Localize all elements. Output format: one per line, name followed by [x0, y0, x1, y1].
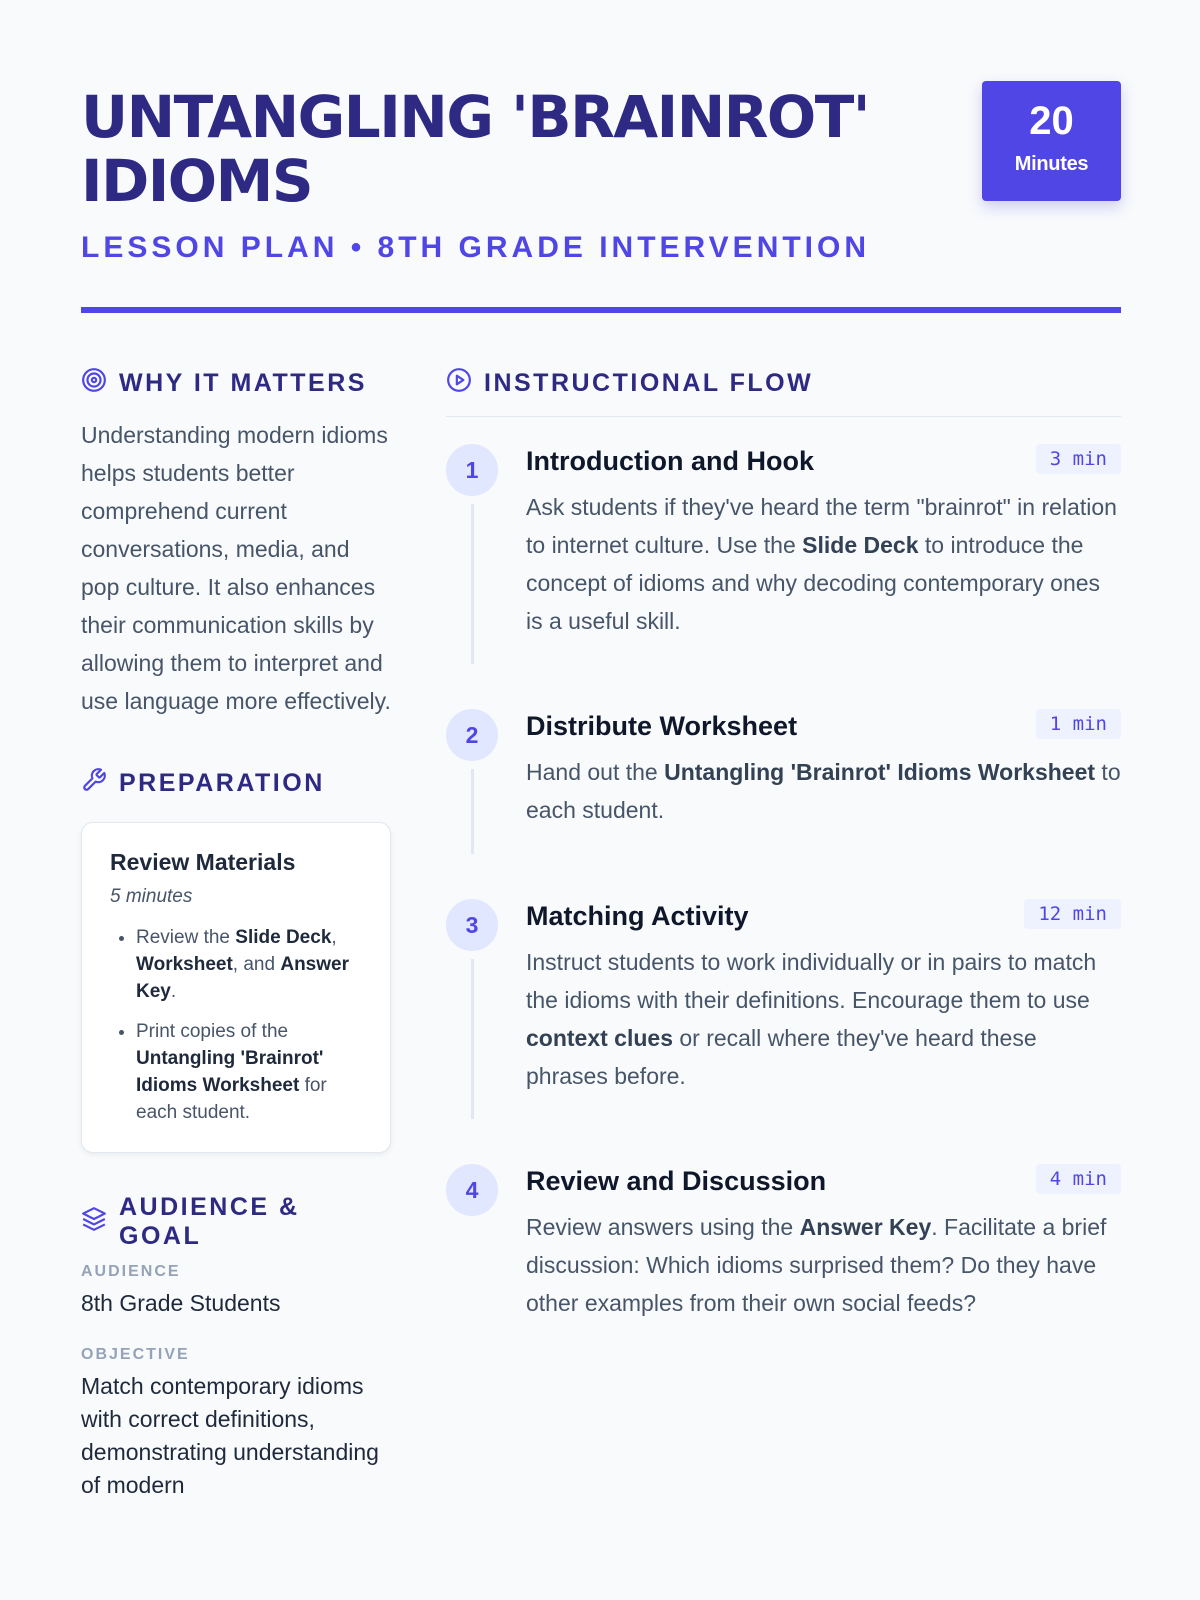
prep-item: • Print copies of the Untangling 'Brainrot' Idioms Worksheet for each student.: [136, 1018, 364, 1126]
step-description: Ask students if they've heard the term "brainrot" in relation to internet culture. Use the Slide Deck to introduce the concept of idioms and why decoding contemporary ones is a useful skill.: [526, 494, 1117, 634]
why-heading-text: WHY IT MATTERS: [119, 368, 367, 397]
emphasis-text: Untangling 'Brainrot' Idioms Worksheet: [136, 1048, 324, 1096]
duration-badge: [982, 81, 1121, 201]
emphasis-text: Untangling 'Brainrot' Idioms Worksheet: [664, 759, 1096, 785]
step-title: Review and Discussion: [526, 1166, 827, 1196]
step-time-badge: 4 min: [1036, 1164, 1121, 1194]
audience-label: AUDIENCE: [81, 1263, 181, 1280]
emphasis-text: Answer Key: [799, 1214, 932, 1240]
step-number: 3: [446, 899, 498, 951]
step-number: 2: [446, 709, 498, 761]
right-column: [446, 366, 1121, 1364]
flow-heading: [446, 366, 1121, 400]
step-title: Matching Activity: [526, 901, 749, 931]
audience-heading: [81, 1193, 391, 1250]
header: [81, 85, 1121, 265]
step-time-badge: 1 min: [1036, 709, 1121, 739]
wrench-icon: [81, 767, 107, 800]
card-duration: 5 minutes: [110, 886, 193, 907]
step-number: 1: [446, 444, 498, 496]
review-materials-card: [81, 822, 391, 1153]
step-time-badge: 12 min: [1024, 899, 1121, 929]
card-title: Review Materials: [110, 849, 296, 875]
emphasis-text: Slide Deck: [235, 927, 332, 948]
preparation-heading-text: PREPARATION: [119, 768, 325, 797]
emphasis-text: Answer Key: [136, 954, 349, 1002]
page-subtitle: LESSON PLAN • 8TH GRADE INTERVENTION: [81, 231, 871, 264]
audience-heading-text: AUDIENCE & GOAL: [119, 1193, 300, 1250]
target-icon: [81, 367, 107, 400]
lesson-plan-page: [81, 0, 1121, 1600]
step-description: Hand out the Untangling 'Brainrot' Idioms Worksheet to each student.: [526, 759, 1121, 823]
why-text: Understanding modern idioms helps students better comprehend current conversations, media, and pop culture. It also enhances their communication skills by allowing them to interpret and use language more effectively.: [81, 422, 391, 714]
step-number: 4: [446, 1164, 498, 1216]
emphasis-text: context clues: [526, 1025, 673, 1051]
flow-step: [446, 1164, 1121, 1364]
page-title: UNTANGLING 'BRAINROT' IDIOMS: [81, 83, 870, 215]
step-time-badge: 3 min: [1036, 444, 1121, 474]
why-heading: [81, 366, 391, 400]
objective-label: OBJECTIVE: [81, 1346, 190, 1363]
flow-heading-text: INSTRUCTIONAL FLOW: [484, 368, 814, 397]
prep-list: [110, 924, 364, 1126]
play-circle-icon: [446, 367, 472, 400]
step-title: Distribute Worksheet: [526, 711, 798, 741]
step-connector: [471, 504, 474, 664]
flow-step: [446, 709, 1121, 899]
layers-icon: [81, 1206, 107, 1239]
flow-step: [446, 444, 1121, 709]
step-title: Introduction and Hook: [526, 446, 814, 476]
header-divider: [81, 307, 1121, 313]
duration-value: 20: [1029, 99, 1074, 143]
emphasis-text: Slide Deck: [802, 532, 919, 558]
preparation-heading: [81, 766, 391, 800]
step-connector: [471, 769, 474, 854]
duration-unit: Minutes: [1014, 153, 1089, 175]
step-description: Instruct students to work individually or in pairs to match the idioms with their definitions. Encourage them to use context clues or recall where they've heard these phrases before.: [526, 949, 1097, 1089]
audience-value: 8th Grade Students: [81, 1290, 281, 1316]
step-description: Review answers using the Answer Key. Facilitate a brief discussion: Which idioms surprised them? Do they have other examples from their own social feeds?: [526, 1214, 1107, 1316]
objective-value: Match contemporary idioms with correct definitions, demonstrating understanding of modern: [81, 1373, 379, 1498]
flow-divider: [446, 416, 1121, 417]
flow-step: [446, 899, 1121, 1164]
prep-item: • Review the Slide Deck, Worksheet, and Answer Key.: [136, 924, 364, 1005]
step-connector: [471, 959, 474, 1119]
emphasis-text: Worksheet: [136, 954, 233, 975]
left-column: [81, 366, 391, 1502]
